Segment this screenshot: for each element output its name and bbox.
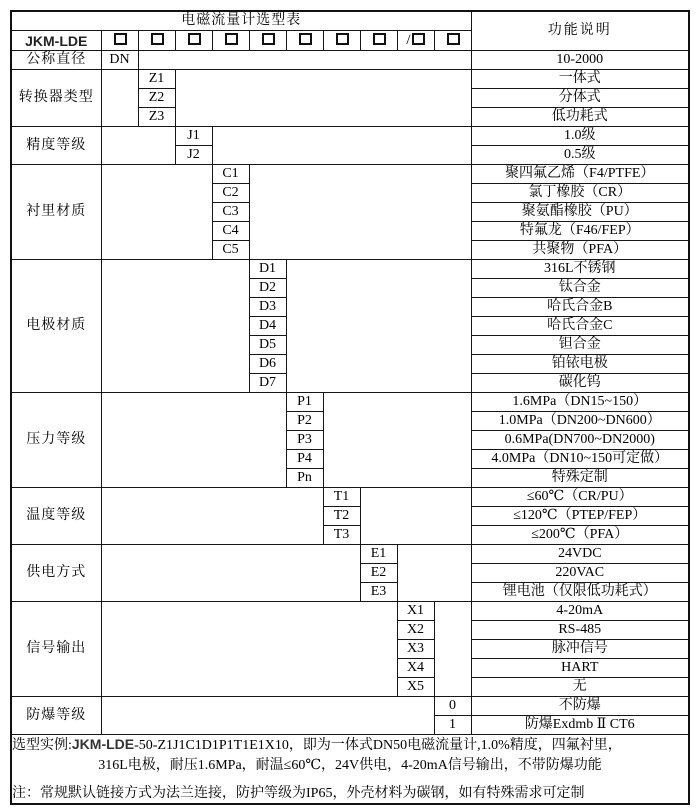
code-cell-d3: D3 [249, 298, 286, 317]
desc-cell-dn: 10-2000 [471, 51, 689, 70]
code-cell-z1: Z1 [138, 70, 175, 89]
empty-cell [249, 165, 471, 260]
empty-cell [101, 260, 249, 393]
desc-cell-d4: 哈氏合金C [471, 317, 689, 336]
desc-cell-c1: 聚四氟乙烯（F4/PTFE） [471, 165, 689, 184]
code-cell-t3: T3 [323, 526, 360, 545]
code-cell-c5: C5 [212, 241, 249, 260]
selection-example-model: JKM-LDE [71, 736, 135, 752]
code-cell-t1: T1 [323, 488, 360, 507]
checkbox-icon [336, 33, 349, 45]
code-cell-x4: X4 [397, 659, 434, 678]
desc-cell-t2: ≤120℃（PTEP/FEP） [471, 507, 689, 526]
empty-cell [101, 70, 138, 127]
model-code-slot-3[interactable] [175, 31, 212, 51]
function-description-header: 功能说明 [471, 11, 689, 51]
code-cell-j2: J2 [175, 146, 212, 165]
code-cell-p1: P1 [286, 393, 323, 412]
code-cell-e1: E1 [360, 545, 397, 564]
empty-cell [434, 602, 471, 697]
selection-example-rest: -50-Z1J1C1D1P1T1E1X10，即为一体式DN50电磁流量计,1.0%精度，四氟衬里， [134, 738, 622, 753]
desc-cell-t3: ≤200℃（PFA） [471, 526, 689, 545]
code-cell-e2: E2 [360, 564, 397, 583]
code-cell-d1: D1 [249, 260, 286, 279]
empty-cell [101, 165, 212, 260]
selection-example-line1 [12, 735, 688, 755]
desc-cell-z2: 分体式 [471, 89, 689, 108]
checkbox-icon [299, 33, 312, 45]
checkbox-icon [412, 33, 425, 45]
footnote: 注：常规默认链接方式为法兰连接，防护等级为IP65，外壳材料为碳钢，如有特殊需求可定制 [12, 786, 585, 801]
model-code-slot-6[interactable] [286, 31, 323, 51]
desc-cell-x2: RS-485 [471, 621, 689, 640]
code-cell-exp-0: 0 [434, 697, 471, 716]
code-cell-exp-1: 1 [434, 716, 471, 735]
desc-cell-t1: ≤60℃（CR/PU） [471, 488, 689, 507]
model-code-slot-8[interactable] [360, 31, 397, 51]
empty-cell [323, 393, 471, 488]
code-cell-x5: X5 [397, 678, 434, 697]
empty-cell [397, 545, 471, 602]
section-label-electrode-material: 电极材质 [11, 260, 101, 393]
code-cell-d4: D4 [249, 317, 286, 336]
empty-cell [138, 51, 471, 70]
code-cell-t2: T2 [323, 507, 360, 526]
desc-cell-pn: 特殊定制 [471, 469, 689, 488]
code-cell-x1: X1 [397, 602, 434, 621]
checkbox-icon [447, 33, 460, 45]
selection-example-label: 选型实例: [12, 738, 72, 753]
code-cell-p2: P2 [286, 412, 323, 431]
code-cell-c2: C2 [212, 184, 249, 203]
checkbox-icon [262, 33, 275, 45]
desc-cell-p2: 1.0MPa（DN200~DN600） [471, 412, 689, 431]
model-code-slot-2[interactable] [138, 31, 175, 51]
empty-cell [101, 545, 360, 602]
checkbox-icon [225, 33, 238, 45]
section-label-signal-output: 信号输出 [11, 602, 101, 697]
desc-cell-e2: 220VAC [471, 564, 689, 583]
desc-cell-j2: 0.5级 [471, 146, 689, 165]
empty-cell [101, 488, 323, 545]
selection-example-line2: 316L电极，耐压1.6MPa，耐温≤60℃，24V供电，4-20mA信号输出，不带防爆功能 [98, 758, 602, 773]
desc-cell-d2: 钛合金 [471, 279, 689, 298]
desc-cell-x3: 脉冲信号 [471, 640, 689, 659]
desc-cell-exp-1: 防爆Exdmb Ⅱ CT6 [471, 716, 689, 735]
code-cell-c1: C1 [212, 165, 249, 184]
code-cell-p3: P3 [286, 431, 323, 450]
desc-cell-d1: 316L不锈钢 [471, 260, 689, 279]
code-cell-dn: DN [101, 51, 138, 70]
model-code-slot-7[interactable] [323, 31, 360, 51]
code-cell-d7: D7 [249, 374, 286, 393]
checkbox-icon [188, 33, 201, 45]
code-cell-d6: D6 [249, 355, 286, 374]
code-cell-x2: X2 [397, 621, 434, 640]
code-cell-c3: C3 [212, 203, 249, 222]
desc-cell-c4: 特氟龙（F46/FEP） [471, 222, 689, 241]
empty-cell [101, 127, 175, 165]
code-cell-j1: J1 [175, 127, 212, 146]
table-title: 电磁流量计选型表 [11, 11, 471, 31]
desc-cell-e1: 24VDC [471, 545, 689, 564]
model-code-slot-9[interactable] [397, 31, 434, 51]
code-cell-pn: Pn [286, 469, 323, 488]
desc-cell-d3: 哈氏合金B [471, 298, 689, 317]
footer-cell [11, 735, 689, 805]
empty-cell [101, 602, 397, 697]
desc-cell-p4: 4.0MPa（DN10~150可定做） [471, 450, 689, 469]
code-cell-e3: E3 [360, 583, 397, 602]
code-cell-z3: Z3 [138, 108, 175, 127]
desc-cell-c2: 氯丁橡胶（CR） [471, 184, 689, 203]
desc-cell-z1: 一体式 [471, 70, 689, 89]
section-label-explosion-proof-rating: 防爆等级 [11, 697, 101, 735]
desc-cell-e3: 锂电池（仅限低功耗式） [471, 583, 689, 602]
desc-cell-x4: HART [471, 659, 689, 678]
section-label-temperature-rating: 温度等级 [11, 488, 101, 545]
model-prefix-label: JKM-LDE [11, 31, 101, 51]
empty-cell [286, 260, 471, 393]
checkbox-icon [151, 33, 164, 45]
desc-cell-x1: 4-20mA [471, 602, 689, 621]
section-label-power-supply: 供电方式 [11, 545, 101, 602]
checkbox-icon [114, 33, 127, 45]
code-cell-p4: P4 [286, 450, 323, 469]
empty-cell [212, 127, 471, 165]
desc-cell-p3: 0.6MPa(DN700~DN2000) [471, 431, 689, 450]
slash-prefix: / [406, 32, 411, 48]
empty-cell [175, 70, 471, 127]
desc-cell-c5: 共聚物（PFA） [471, 241, 689, 260]
code-cell-c4: C4 [212, 222, 249, 241]
desc-cell-c3: 聚氨酯橡胶（PU） [471, 203, 689, 222]
desc-cell-d6: 铂铱电极 [471, 355, 689, 374]
desc-cell-exp-0: 不防爆 [471, 697, 689, 716]
desc-cell-x5: 无 [471, 678, 689, 697]
code-cell-z2: Z2 [138, 89, 175, 108]
section-label-accuracy-class: 精度等级 [11, 127, 101, 165]
model-code-slot-10[interactable] [434, 31, 471, 51]
model-code-slot-4[interactable] [212, 31, 249, 51]
section-label-lining-material: 衬里材质 [11, 165, 101, 260]
empty-cell [101, 697, 434, 735]
code-cell-x3: X3 [397, 640, 434, 659]
code-cell-d2: D2 [249, 279, 286, 298]
section-label-pressure-rating: 压力等级 [11, 393, 101, 488]
section-label-nominal-diameter: 公称直径 [11, 51, 101, 70]
empty-cell [360, 488, 471, 545]
code-cell-d5: D5 [249, 336, 286, 355]
model-code-slot-5[interactable] [249, 31, 286, 51]
desc-cell-d5: 钽合金 [471, 336, 689, 355]
checkbox-icon [373, 33, 386, 45]
desc-cell-d7: 碳化钨 [471, 374, 689, 393]
selection-table [10, 10, 690, 805]
section-label-converter-type: 转换器类型 [11, 70, 101, 127]
empty-cell [101, 393, 286, 488]
model-code-slot-1[interactable] [101, 31, 138, 51]
desc-cell-j1: 1.0级 [471, 127, 689, 146]
desc-cell-p1: 1.6MPa（DN15~150） [471, 393, 689, 412]
desc-cell-z3: 低功耗式 [471, 108, 689, 127]
